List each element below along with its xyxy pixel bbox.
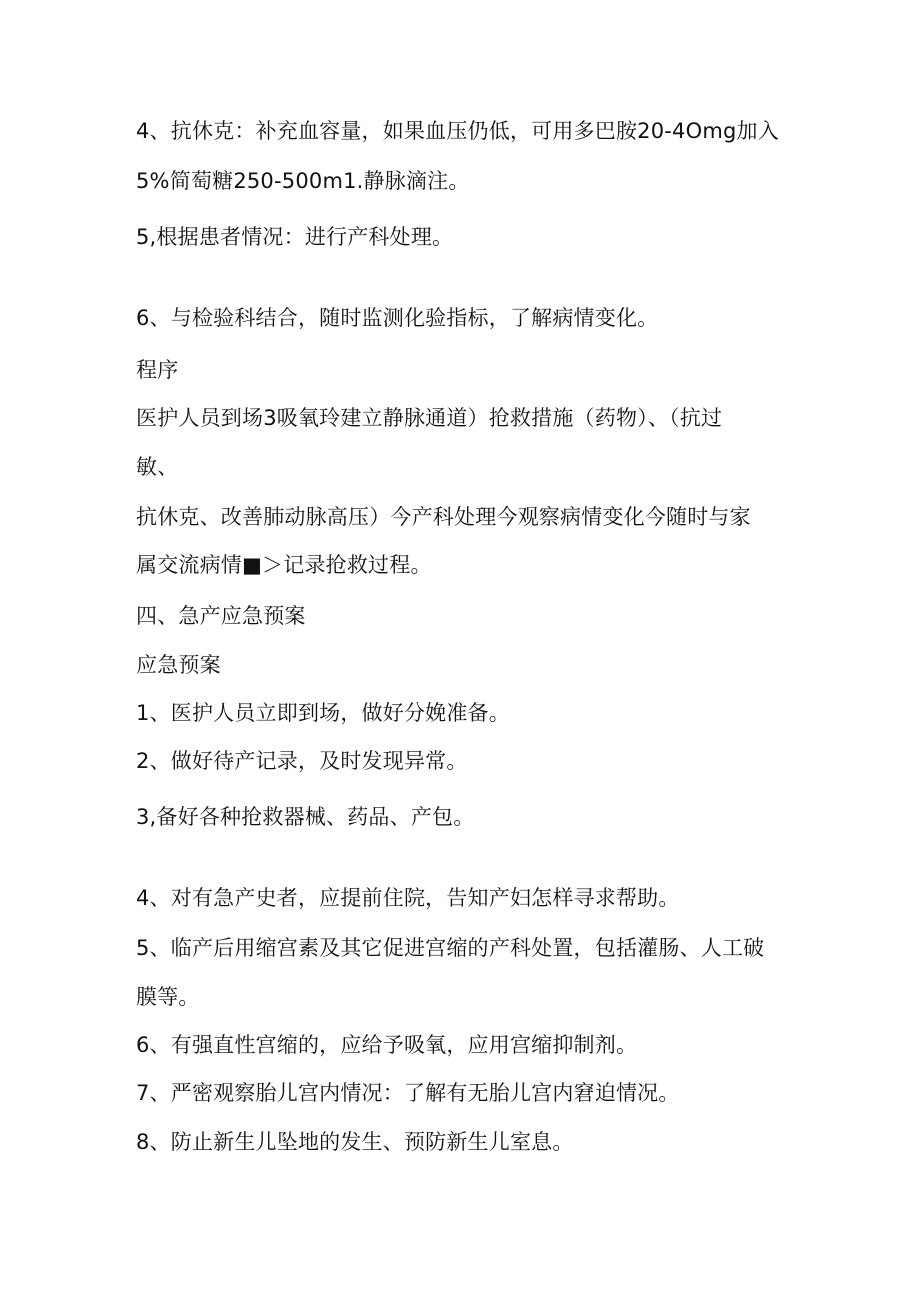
text-line-2: 5%简萄糖250-500m1.静脉滴注。	[136, 169, 470, 193]
text-line-7: 敏、	[136, 455, 179, 479]
section-heading-emergency-plan: 四、急产应急预案	[136, 604, 306, 628]
section-heading-procedure: 程序	[136, 358, 179, 382]
text-line-9: 属交流病情■＞记录抢救过程。	[136, 553, 432, 577]
text-line-18: 6、有强直性宫缩的，应给予吸氧，应用宫缩抑制剂。	[136, 1033, 638, 1057]
text-line-4: 6、与检验科结合，随时监测化验指标，了解病情变化。	[136, 306, 659, 330]
text-line-20: 8、防止新生儿坠地的发生、预防新生儿室息。	[136, 1130, 574, 1154]
text-line-8: 抗休克、改善肺动脉高压）今产科处理今观察病情变化今随时与家	[136, 505, 751, 529]
text-line-15: 4、对有急产史者，应提前住院，告知产妇怎样寻求帮助。	[136, 886, 680, 910]
subheading-emergency-plan: 应急预案	[136, 653, 221, 677]
text-line-13: 2、做好待产记录，及时发现异常。	[136, 749, 468, 773]
text-line-14: 3,备好各种抢救器械、药品、产包。	[136, 805, 475, 829]
text-line-17: 膜等。	[136, 985, 200, 1009]
text-line-19: 7、严密观察胎儿宫内情况：了解有无胎儿宫内窘迫情况。	[136, 1081, 680, 1105]
text-line-12: 1、医护人员立即到场，做好分娩准备。	[136, 701, 510, 725]
text-line-16: 5、临产后用缩宫素及其它促进宫缩的产科处置，包括灌肠、人工破	[136, 936, 765, 960]
text-line-6: 医护人员到场3吸氧玲建立静脉通道）抢救措施（药物）、（抗过	[136, 406, 723, 430]
text-line-1: 4、抗休克：补充血容量，如果血压仍低，可用多巴胺20-4Omg加入	[136, 119, 779, 143]
text-line-3: 5,根据患者情况：进行产科处理。	[136, 225, 454, 249]
